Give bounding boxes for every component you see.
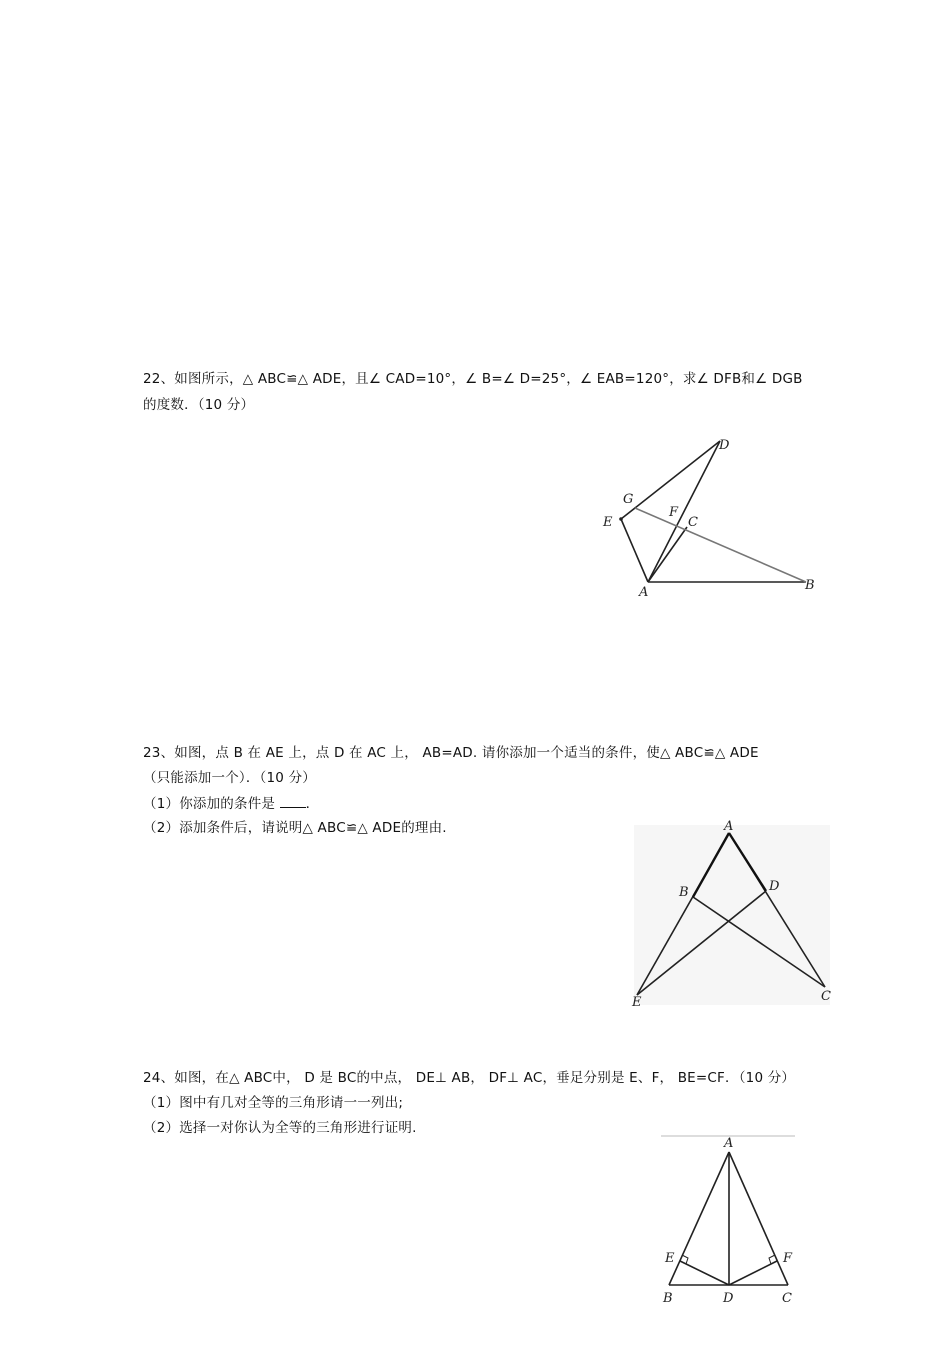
q23-part1-suffix: ． [305,796,320,812]
label-D: D [723,1291,734,1306]
label-C: C [688,515,698,530]
label-F: F [669,505,679,520]
q22-figure [595,430,820,600]
label-B: B [805,578,815,593]
q24-text-line1: 24、如图，在△ ABC中， D 是 BC的中点， DE⊥ AB， DF⊥ AC，垂足分别是 E、F， BE=CF．（10 分） [143,1070,796,1086]
q24-figure [655,1130,800,1310]
q23-part1-prefix: （1）你添加的条件是 [143,796,276,812]
point-E [619,517,623,521]
label-C: C [821,989,831,1004]
q23-part1 [143,793,319,814]
seg-AD [648,441,720,582]
label-B: B [663,1291,673,1306]
label-F: F [783,1251,793,1266]
seg-GB [635,508,806,582]
label-A: A [724,1136,734,1151]
label-E: E [603,515,613,530]
answer-blank [280,793,306,808]
seg-AC [648,527,687,582]
seg-AE [621,519,648,582]
q23-part2: （2）添加条件后，请说明△ ABC≌△ ADE的理由. [143,820,447,836]
label-D: D [769,879,780,894]
label-E: E [665,1251,675,1266]
seg-DF [729,1261,777,1285]
q24-part1: （1）图中有几对全等的三角形请一一列出; [143,1095,404,1111]
q23-text-line2: （只能添加一个）．（10 分） [143,770,316,786]
label-D: D [719,438,730,453]
q22-text-line2: 的度数．（10 分） [143,397,255,413]
label-B: B [679,885,689,900]
label-G: G [623,492,634,507]
label-A: A [639,585,649,600]
q22-text-line1: 22、如图所示，△ ABC≌△ ADE，且∠ CAD=10°，∠ B=∠ D=25°，∠ EAB=120°，求∠ DFB和∠ DGB [143,371,803,387]
label-E: E [632,995,642,1010]
q24-part2: （2）选择一对你认为全等的三角形进行证明. [143,1120,417,1136]
label-C: C [782,1291,792,1306]
seg-AC [729,1152,788,1285]
q23-figure [628,815,833,1010]
seg-DE [680,1261,729,1285]
seg-AB [669,1152,729,1285]
q23-text-line1: 23、如图，点 B 在 AE 上，点 D 在 AC 上， AB=AD. 请你添加一个适当的条件，使△ ABC≌△ ADE [143,745,759,761]
label-A: A [724,819,734,834]
